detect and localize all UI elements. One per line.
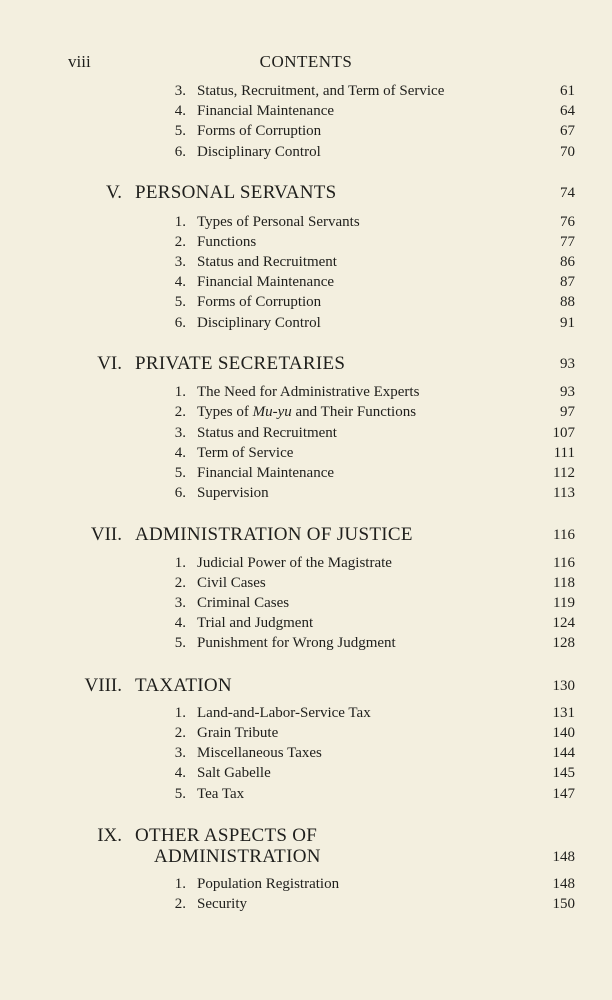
- entry-title: The Need for Administrative Experts: [197, 384, 420, 400]
- toc-entry[interactable]: [0, 423, 612, 443]
- entry-number: 3.: [174, 254, 186, 270]
- entry-title: Punishment for Wrong Judgment: [197, 635, 396, 651]
- entry-title: Types of Mu-yu and Their Functions: [197, 404, 417, 420]
- entry-number: 4.: [174, 445, 186, 461]
- entry-page: 88: [560, 294, 575, 310]
- entry-page: 131: [552, 705, 575, 721]
- entry-page: 144: [552, 745, 575, 761]
- chapter-numeral: IX.: [97, 825, 122, 846]
- chapter-heading[interactable]: [0, 825, 612, 869]
- entry-page: 147: [552, 786, 575, 802]
- chapter-numeral: VII.: [90, 524, 122, 545]
- toc-entry[interactable]: [0, 763, 612, 783]
- entry-number: 3.: [174, 595, 186, 611]
- entry-number: 2.: [174, 725, 186, 741]
- entry-number: 2.: [174, 896, 186, 912]
- chapter-title: TAXATION: [135, 675, 232, 696]
- toc-entry[interactable]: [0, 252, 612, 272]
- entry-page: 113: [553, 485, 575, 501]
- entry-title: Tea Tax: [197, 786, 245, 802]
- toc-entry[interactable]: [0, 313, 612, 333]
- entry-number: 5.: [174, 635, 186, 651]
- entry-number: 5.: [174, 786, 186, 802]
- chapter-title: ADMINISTRATION OF JUSTICE: [135, 524, 413, 545]
- entry-page: 118: [553, 575, 575, 591]
- toc-entry[interactable]: [0, 463, 612, 483]
- entry-page: 91: [560, 315, 575, 331]
- entry-title: Disciplinary Control: [197, 144, 321, 160]
- chapter-title: PRIVATE SECRETARIES: [135, 353, 346, 374]
- entry-page: 124: [552, 615, 575, 631]
- entry-page: 97: [560, 404, 575, 420]
- toc-entry[interactable]: [0, 402, 612, 422]
- chapter-title: OTHER ASPECTS OF: [135, 825, 318, 846]
- chapter-page: 148: [552, 849, 575, 865]
- toc-entry[interactable]: [0, 212, 612, 232]
- entry-page: 112: [553, 465, 575, 481]
- chapter-title-line2: ADMINISTRATION: [154, 846, 321, 867]
- entry-title: Term of Service: [197, 445, 294, 461]
- entry-title: Salt Gabelle: [197, 765, 271, 781]
- chapter-numeral: V.: [105, 182, 122, 203]
- entry-number: 1.: [174, 555, 186, 571]
- entry-title: Forms of Corruption: [197, 123, 322, 139]
- entry-number: 4.: [174, 615, 186, 631]
- entry-page: 86: [560, 254, 575, 270]
- entry-title: Status and Recruitment: [197, 254, 337, 270]
- toc-entry[interactable]: [0, 553, 612, 573]
- entry-title: Financial Maintenance: [197, 103, 335, 119]
- page-number: viii: [68, 52, 91, 71]
- toc-entry[interactable]: [0, 483, 612, 503]
- entry-number: 2.: [174, 575, 186, 591]
- entry-page: 145: [552, 765, 575, 781]
- entry-page: 111: [553, 445, 575, 461]
- entry-number: 3.: [174, 83, 186, 99]
- entry-page: 150: [552, 896, 575, 912]
- entry-page: 67: [560, 123, 575, 139]
- entry-page: 77: [560, 234, 575, 250]
- entry-page: 107: [552, 425, 575, 441]
- entry-title: Civil Cases: [197, 575, 266, 591]
- entry-page: 93: [560, 384, 575, 400]
- entry-page: 148: [552, 876, 575, 892]
- toc-entry[interactable]: [0, 633, 612, 653]
- toc-entry[interactable]: [0, 743, 612, 763]
- entry-title: Disciplinary Control: [197, 315, 321, 331]
- entry-number: 6.: [174, 485, 186, 501]
- toc-entry[interactable]: [0, 723, 612, 743]
- entry-page: 119: [553, 595, 575, 611]
- toc-entry[interactable]: [0, 894, 612, 914]
- page-header: [0, 52, 612, 72]
- entry-title: Supervision: [197, 485, 269, 501]
- italic-term: Mu-yu: [252, 404, 292, 420]
- entry-title: Status, Recruitment, and Term of Service: [197, 83, 445, 99]
- entry-page: 70: [560, 144, 575, 160]
- toc-entry[interactable]: [0, 101, 612, 121]
- entry-page: 128: [552, 635, 575, 651]
- entry-page: 61: [560, 83, 575, 99]
- entry-title: Types of Personal Servants: [197, 214, 360, 230]
- entry-title: Criminal Cases: [197, 595, 290, 611]
- entry-number: 5.: [174, 123, 186, 139]
- entry-number: 1.: [174, 384, 186, 400]
- toc-entry[interactable]: [0, 593, 612, 613]
- entry-page: 76: [560, 214, 575, 230]
- entry-title: Financial Maintenance: [197, 274, 335, 290]
- entry-page: 87: [560, 274, 575, 290]
- toc-entry[interactable]: [0, 613, 612, 633]
- toc-entry[interactable]: [0, 142, 612, 162]
- chapter-page: 130: [552, 678, 575, 694]
- page-title: CONTENTS: [259, 52, 353, 71]
- toc-entry[interactable]: [0, 81, 612, 101]
- chapter-numeral: VIII.: [84, 675, 122, 696]
- entry-number: 1.: [174, 876, 186, 892]
- chapter-title: PERSONAL SERVANTS: [135, 182, 337, 203]
- entry-number: 1.: [174, 214, 186, 230]
- entry-number: 4.: [174, 765, 186, 781]
- entry-number: 6.: [174, 144, 186, 160]
- entry-title: Miscellaneous Taxes: [197, 745, 322, 761]
- entry-title: Grain Tribute: [197, 725, 279, 741]
- toc-entry[interactable]: [0, 573, 612, 593]
- entry-page: 140: [552, 725, 575, 741]
- toc-entry[interactable]: [0, 382, 612, 402]
- entry-title: Land-and-Labor-Service Tax: [197, 705, 371, 721]
- toc-entry[interactable]: [0, 121, 612, 141]
- entry-number: 6.: [174, 315, 186, 331]
- entry-title: Financial Maintenance: [197, 465, 335, 481]
- chapter-page: 93: [560, 356, 575, 372]
- entry-number: 1.: [174, 705, 186, 721]
- entry-number: 5.: [174, 465, 186, 481]
- entry-number: 3.: [174, 425, 186, 441]
- toc-entry[interactable]: [0, 784, 612, 804]
- chapter-page: 116: [553, 527, 575, 543]
- toc-entry[interactable]: [0, 272, 612, 292]
- entry-title: Forms of Corruption: [197, 294, 322, 310]
- entry-number: 4.: [174, 274, 186, 290]
- entry-page: 116: [553, 555, 575, 571]
- entry-title: Functions: [197, 234, 257, 250]
- chapter-page: 74: [560, 185, 575, 201]
- entry-title: Judicial Power of the Magistrate: [197, 555, 392, 571]
- toc-entry[interactable]: [0, 874, 612, 894]
- entry-number: 3.: [174, 745, 186, 761]
- chapter-numeral: VI.: [97, 353, 122, 374]
- toc-entry[interactable]: [0, 232, 612, 252]
- entry-number: 5.: [174, 294, 186, 310]
- entry-number: 4.: [174, 103, 186, 119]
- entry-number: 2.: [174, 234, 186, 250]
- entry-title: Population Registration: [197, 876, 340, 892]
- entry-page: 64: [560, 103, 575, 119]
- entry-title: Security: [197, 896, 247, 912]
- toc-entry[interactable]: [0, 292, 612, 312]
- entry-title: Trial and Judgment: [197, 615, 314, 631]
- entry-title: Status and Recruitment: [197, 425, 337, 441]
- toc-entry[interactable]: [0, 443, 612, 463]
- entry-number: 2.: [174, 404, 186, 420]
- toc-entry[interactable]: [0, 703, 612, 723]
